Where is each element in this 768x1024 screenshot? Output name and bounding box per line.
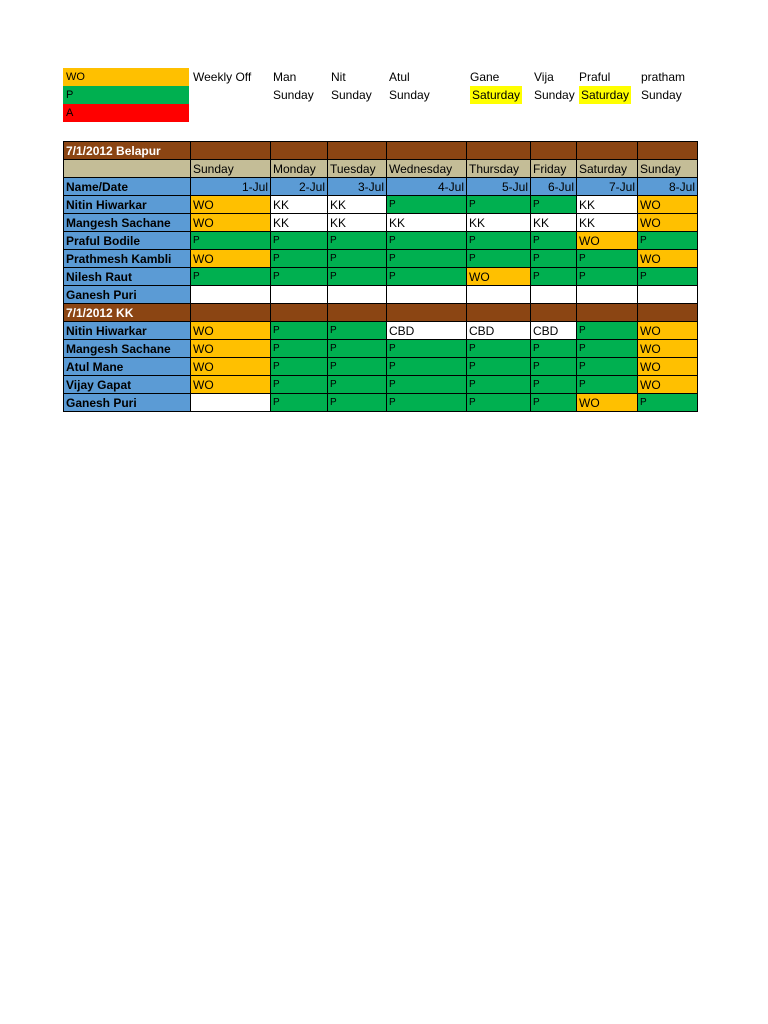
shift-cell: WO	[191, 358, 271, 376]
legend-a: A	[63, 104, 189, 122]
shift-cell: P	[328, 358, 387, 376]
shift-cell: P	[577, 268, 638, 286]
table-row	[64, 394, 698, 412]
shift-cell: CBD	[531, 322, 577, 340]
weekly-off-day: Sunday	[389, 88, 430, 102]
employee-name: Vijay Gapat	[64, 376, 191, 394]
shift-cell	[191, 394, 271, 412]
shift-cell: P	[271, 394, 328, 412]
date-header: 4-Jul	[387, 178, 467, 196]
shift-cell: P	[467, 232, 531, 250]
legend-wo: WO	[63, 68, 189, 86]
shift-cell: WO	[638, 196, 698, 214]
shift-cell: KK	[387, 214, 467, 232]
date-header: 7-Jul	[577, 178, 638, 196]
weekly-off-day: Sunday	[273, 88, 314, 102]
table-row	[64, 322, 698, 340]
shift-cell: P	[387, 376, 467, 394]
section-header-row	[64, 304, 698, 322]
table-row	[64, 358, 698, 376]
section-fill	[577, 304, 638, 322]
shift-cell: KK	[328, 196, 387, 214]
shift-cell: P	[467, 394, 531, 412]
shift-cell: WO	[191, 376, 271, 394]
shift-cell: P	[328, 268, 387, 286]
shift-cell: WO	[638, 322, 698, 340]
shift-cell: KK	[328, 214, 387, 232]
shift-cell: P	[387, 340, 467, 358]
date-header: 3-Jul	[328, 178, 387, 196]
shift-cell: P	[271, 358, 328, 376]
day-header: Thursday	[467, 160, 531, 178]
shift-cell: WO	[638, 340, 698, 358]
shift-cell: P	[328, 394, 387, 412]
shift-cell	[328, 286, 387, 304]
shift-cell: P	[387, 250, 467, 268]
shift-cell: P	[531, 394, 577, 412]
shift-cell: WO	[191, 250, 271, 268]
shift-cell	[387, 286, 467, 304]
employee-name: Mangesh Sachane	[64, 340, 191, 358]
employee-name: Ganesh Puri	[64, 286, 191, 304]
shift-cell: P	[387, 232, 467, 250]
shift-cell: KK	[271, 196, 328, 214]
weekly-off-name: Nit	[331, 70, 346, 84]
day-header: Monday	[271, 160, 328, 178]
shift-cell: P	[271, 268, 328, 286]
weekly-off-name: Praful	[579, 70, 611, 84]
shift-cell: CBD	[387, 322, 467, 340]
shift-cell: P	[328, 340, 387, 358]
shift-cell: P	[271, 376, 328, 394]
weekly-off-day: Saturday	[581, 88, 630, 102]
shift-cell: P	[577, 340, 638, 358]
date-header: 5-Jul	[467, 178, 531, 196]
shift-cell: P	[531, 268, 577, 286]
shift-cell: P	[531, 340, 577, 358]
employee-name: Nilesh Raut	[64, 268, 191, 286]
shift-cell: P	[577, 358, 638, 376]
shift-cell: P	[531, 358, 577, 376]
section-fill	[328, 142, 387, 160]
employee-name: Ganesh Puri	[64, 394, 191, 412]
shift-cell	[467, 286, 531, 304]
date-header: 8-Jul	[638, 178, 698, 196]
section-fill	[191, 304, 271, 322]
table-row	[64, 286, 698, 304]
legend-description: Weekly Off	[193, 70, 252, 84]
shift-cell: P	[531, 196, 577, 214]
shift-cell: KK	[577, 214, 638, 232]
table-row	[64, 340, 698, 358]
weekly-off-name: Man	[273, 70, 297, 84]
shift-cell: P	[191, 268, 271, 286]
shift-cell: P	[467, 340, 531, 358]
section-fill	[577, 142, 638, 160]
shift-cell: P	[328, 322, 387, 340]
shift-cell: P	[577, 322, 638, 340]
section-fill	[531, 304, 577, 322]
shift-cell: P	[387, 196, 467, 214]
shift-cell: WO	[191, 340, 271, 358]
section-fill	[467, 142, 531, 160]
weekly-off-day: Sunday	[641, 88, 682, 102]
shift-cell: CBD	[467, 322, 531, 340]
employee-name: Atul Mane	[64, 358, 191, 376]
table-row	[64, 250, 698, 268]
weekly-off-day: Sunday	[331, 88, 372, 102]
day-header: Sunday	[191, 160, 271, 178]
employee-name: Nitin Hiwarkar	[64, 322, 191, 340]
day-header-blank	[64, 160, 191, 178]
date-header: 1-Jul	[191, 178, 271, 196]
section-fill	[328, 304, 387, 322]
employee-name: Mangesh Sachane	[64, 214, 191, 232]
shift-cell: WO	[191, 214, 271, 232]
day-header-row	[64, 160, 698, 178]
table-row	[64, 214, 698, 232]
shift-cell: P	[638, 268, 698, 286]
section-fill	[271, 304, 328, 322]
section-fill	[531, 142, 577, 160]
section-fill	[638, 304, 698, 322]
section-title: 7/1/2012 KK	[64, 304, 191, 322]
section-fill	[387, 304, 467, 322]
shift-cell: P	[387, 394, 467, 412]
day-header: Sunday	[638, 160, 698, 178]
weekly-off-name: Atul	[389, 70, 410, 84]
shift-cell: WO	[577, 232, 638, 250]
shift-cell: P	[328, 250, 387, 268]
shift-cell: P	[531, 250, 577, 268]
shift-cell: P	[328, 376, 387, 394]
day-header: Saturday	[577, 160, 638, 178]
date-header-row	[64, 178, 698, 196]
section-fill	[191, 142, 271, 160]
shift-cell: P	[467, 376, 531, 394]
shift-cell: WO	[638, 358, 698, 376]
shift-cell: WO	[191, 322, 271, 340]
employee-name: Praful Bodile	[64, 232, 191, 250]
shift-cell: P	[271, 232, 328, 250]
name-date-label: Name/Date	[64, 178, 191, 196]
shift-cell: P	[577, 250, 638, 268]
section-header-row	[64, 142, 698, 160]
weekly-off-day: Sunday	[534, 88, 575, 102]
day-header: Friday	[531, 160, 577, 178]
weekly-off-name: pratham	[641, 70, 686, 84]
shift-cell: WO	[191, 196, 271, 214]
shift-cell: P	[531, 232, 577, 250]
shift-cell: P	[577, 376, 638, 394]
shift-cell: WO	[638, 376, 698, 394]
date-header: 6-Jul	[531, 178, 577, 196]
day-header: Wednesday	[387, 160, 467, 178]
table-row	[64, 232, 698, 250]
shift-cell: WO	[638, 214, 698, 232]
shift-cell: P	[271, 340, 328, 358]
shift-cell: P	[638, 394, 698, 412]
shift-cell: KK	[577, 196, 638, 214]
employee-name: Nitin Hiwarkar	[64, 196, 191, 214]
shift-cell	[577, 286, 638, 304]
employee-name: Prathmesh Kambli	[64, 250, 191, 268]
shift-cell	[271, 286, 328, 304]
shift-cell: P	[387, 268, 467, 286]
legend-p: P	[63, 86, 189, 104]
section-title: 7/1/2012 Belapur	[64, 142, 191, 160]
weekly-off-day: Saturday	[472, 88, 521, 102]
table-row	[64, 268, 698, 286]
shift-cell: P	[467, 358, 531, 376]
section-fill	[638, 142, 698, 160]
section-fill	[467, 304, 531, 322]
shift-cell: P	[467, 196, 531, 214]
weekly-off-name: Vija	[534, 70, 554, 84]
weekly-off-name: Gane	[470, 70, 500, 84]
shift-cell: P	[191, 232, 271, 250]
section-fill	[271, 142, 328, 160]
table-row	[64, 376, 698, 394]
shift-cell: P	[531, 376, 577, 394]
day-header: Tuesday	[328, 160, 387, 178]
shift-cell: P	[271, 250, 328, 268]
shift-cell: KK	[531, 214, 577, 232]
shift-cell	[531, 286, 577, 304]
shift-cell: KK	[467, 214, 531, 232]
shift-cell: P	[328, 232, 387, 250]
shift-cell: P	[638, 232, 698, 250]
shift-cell: WO	[577, 394, 638, 412]
shift-cell: P	[467, 250, 531, 268]
shift-cell	[191, 286, 271, 304]
section-fill	[387, 142, 467, 160]
shift-cell: P	[387, 358, 467, 376]
roster-table	[63, 141, 698, 412]
shift-cell	[638, 286, 698, 304]
table-row	[64, 196, 698, 214]
shift-cell: KK	[271, 214, 328, 232]
date-header: 2-Jul	[271, 178, 328, 196]
shift-cell: WO	[638, 250, 698, 268]
shift-cell: WO	[467, 268, 531, 286]
shift-cell: P	[271, 322, 328, 340]
